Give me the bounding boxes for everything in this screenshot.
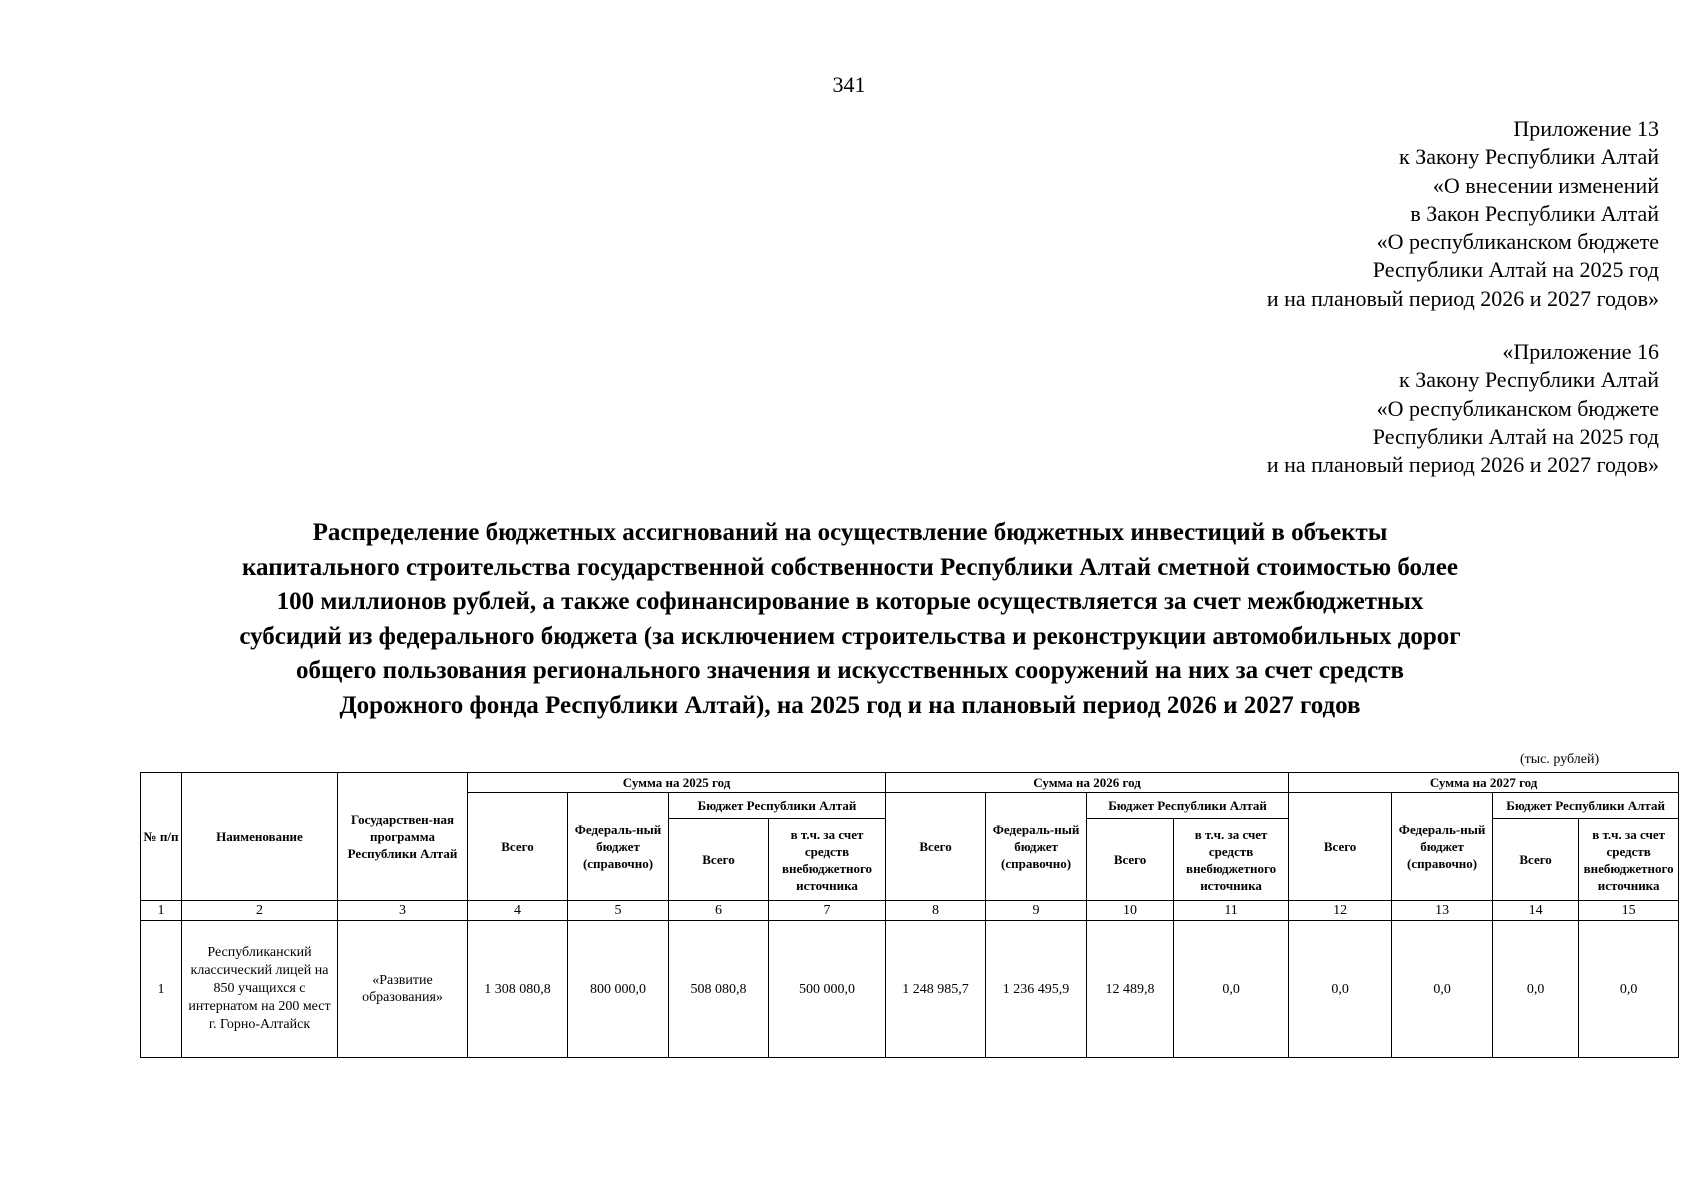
title-line: субсидий из федерального бюджета (за исключением строительства и реконструкции автомобильных дорог [239,622,1461,650]
row-object-name: Республиканский классический лицей на 850 учащихся с интернатом на 200 мест г. Горно-Алтайск [182,921,338,1058]
budget-table [140,772,1679,1058]
appendix-13-line: Республики Алтай на 2025 год [1372,257,1659,283]
row-num: 1 [141,921,182,1058]
header-federal-2026: Федераль-ный бюджет (справочно) [986,793,1087,901]
header-ra-total-2025: Всего [669,819,769,901]
row-total-2027: 0,0 [1289,921,1392,1058]
header-sum-2027: Сумма на 2027 год [1289,773,1679,793]
header-federal-2025: Федераль-ный бюджет (справочно) [568,793,669,901]
title-line: Распределение бюджетных ассигнований на осуществление бюджетных инвестиций в объекты [312,519,1388,546]
title-line: Дорожного фонда Республики Алтай), на 2025 год и на плановый период 2026 и 2027 годов [339,691,1361,719]
column-number: 13 [1392,901,1493,921]
header-extra-2026: в т.ч. за счет средств внебюджетного источника [1174,819,1289,901]
row-federal-2027: 0,0 [1392,921,1493,1058]
row-federal-2025: 800 000,0 [568,921,669,1058]
header-federal-2027: Федераль-ный бюджет (справочно) [1392,793,1493,901]
row-program: «Развитие образования» [338,921,468,1058]
header-ra-budget-2025: Бюджет Республики Алтай [669,793,886,819]
column-number: 2 [182,901,338,921]
units-label: (тыс. рублей) [1520,752,1600,767]
row-ra-total-2025: 508 080,8 [669,921,769,1058]
column-number: 14 [1493,901,1579,921]
row-ra-total-2026: 12 489,8 [1087,921,1174,1058]
column-number: 9 [986,901,1087,921]
appendix-13-line: «О республиканском бюджете [1376,229,1659,255]
appendix-16-line: «Приложение 16 [1502,339,1659,364]
row-total-2026: 1 248 985,7 [886,921,986,1058]
title-line: 100 миллионов рублей, а также софинансирование в которые осуществляется за счет межбюджетных [276,588,1424,615]
appendix-13-line: в Закон Республики Алтай [1410,200,1659,226]
appendix-16-line: «О республиканском бюджете [1376,395,1659,421]
header-sum-2025: Сумма на 2025 год [468,773,886,793]
title-line: общего пользования регионального значения и искусственных сооружений на них за счет средств [295,657,1404,684]
column-number: 11 [1174,901,1289,921]
page-number: 341 [832,72,866,97]
header-program: Государствен-ная программа Республики Алтай [338,773,468,901]
header-ra-total-2027: Всего [1493,819,1579,901]
column-number: 3 [338,901,468,921]
appendix-16-line: к Закону Республики Алтай [1399,367,1659,393]
row-extra-2027: 0,0 [1579,921,1679,1058]
appendix-13-block [1267,115,1659,313]
appendix-13-line: «О внесении изменений [1432,172,1659,198]
appendix-16-line: и на плановый период 2026 и 2027 годов» [1266,452,1659,478]
column-number: 8 [886,901,986,921]
header-num: № п/п [141,773,182,901]
document-title [140,516,1560,723]
row-extra-2025: 500 000,0 [769,921,886,1058]
header-total-2027: Всего [1289,793,1392,901]
appendix-16-line: Республики Алтай на 2025 год [1372,423,1659,449]
column-number: 1 [141,901,182,921]
column-number: 5 [568,901,669,921]
appendix-13-line: Приложение 13 [1513,116,1659,141]
header-extra-2027: в т.ч. за счет средств внебюджетного источника [1579,819,1679,901]
row-extra-2026: 0,0 [1174,921,1289,1058]
appendix-13-line: и на плановый период 2026 и 2027 годов» [1266,285,1659,311]
column-number: 15 [1579,901,1679,921]
column-number: 4 [468,901,568,921]
header-total-2026: Всего [886,793,986,901]
table-row [141,921,1679,1058]
header-total-2025: Всего [468,793,568,901]
column-number: 7 [769,901,886,921]
row-federal-2026: 1 236 495,9 [986,921,1087,1058]
header-extra-2025: в т.ч. за счет средств внебюджетного источника [769,819,886,901]
appendix-16-block [1267,338,1659,479]
column-number: 6 [669,901,769,921]
header-sum-2026: Сумма на 2026 год [886,773,1289,793]
header-ra-budget-2026: Бюджет Республики Алтай [1087,793,1289,819]
row-total-2025: 1 308 080,8 [468,921,568,1058]
column-number: 12 [1289,901,1392,921]
header-ra-total-2026: Всего [1087,819,1174,901]
title-line: капитального строительства государственной собственности Республики Алтай сметной стоимостью более [242,553,1458,581]
header-ra-budget-2027: Бюджет Республики Алтай [1493,793,1679,819]
header-name: Наименование [182,773,338,901]
column-numbers-row [141,901,1679,921]
row-ra-total-2027: 0,0 [1493,921,1579,1058]
appendix-13-line: к Закону Республики Алтай [1399,144,1659,170]
column-number: 10 [1087,901,1174,921]
